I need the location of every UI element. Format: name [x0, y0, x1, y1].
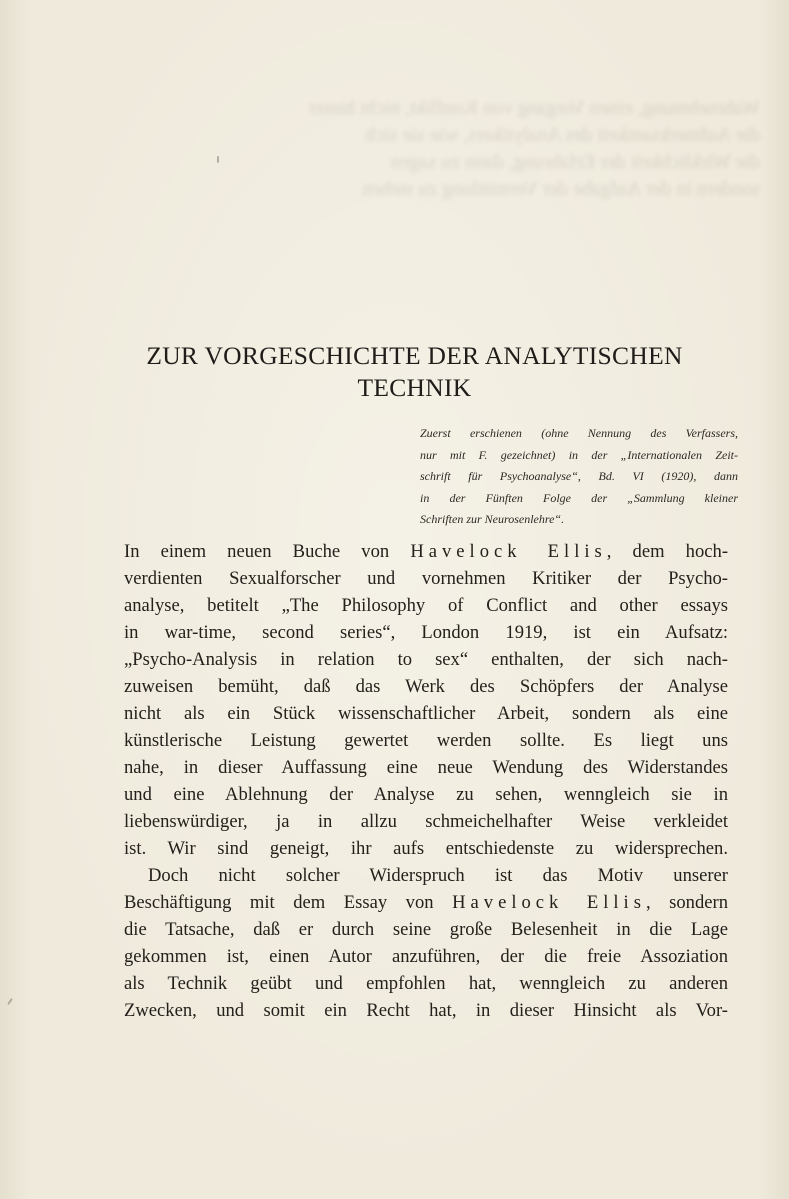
note-line: schrift für Psychoanalyse“, Bd. VI (1920), dann	[420, 469, 738, 483]
body-line: künstlerische Leistung gewertet werden sollte. Es liegt uns	[124, 730, 728, 751]
body-line: gekommen ist, einen Autor anzuführen, der die freie Assoziation	[124, 946, 728, 967]
body-line: und eine Ablehnung der Analyse zu sehen, wenngleich sie in	[124, 784, 728, 805]
note-line: Zuerst erschienen (ohne Nennung des Verfassers,	[420, 426, 738, 440]
body-line: Zwecken, und somit ein Recht hat, in dieser Hinsicht als Vor-	[124, 1000, 728, 1021]
body-line-segment: Beschäftigung mit dem Essay von	[124, 892, 453, 913]
body-line: „Psycho-Analysis in relation to sex“ enthalten, der sich nach-	[124, 649, 728, 670]
note-line: in der Fünften Folge der „Sammlung kleiner	[420, 490, 738, 505]
paper-speck	[217, 156, 219, 163]
body-line	[124, 889, 728, 916]
note-line: nur mit F. gezeichnet) in der „Internationalen Zeit-	[420, 447, 738, 462]
body-line-segment: , dem hoch-	[606, 541, 729, 562]
body-line: verdienten Sexualforscher und vornehmen Kritiker der Psycho-	[124, 568, 728, 589]
body-line: als Technik geübt und empfohlen hat, wenngleich zu anderen	[124, 973, 728, 994]
body-line: analyse, betitelt „The Philosophy of Conflict and other essays	[124, 595, 728, 616]
author-name: Havelock Ellis	[410, 541, 607, 562]
author-name: Havelock Ellis	[452, 892, 646, 913]
body-line: nahe, in dieser Auffassung eine neue Wendung des Widerstandes	[124, 757, 728, 778]
body-line: die Tatsache, daß er durch seine große Belesenheit in die Lage	[124, 919, 728, 940]
body-line: zuweisen bemüht, daß das Werk des Schöpfers der Analyse	[124, 676, 728, 697]
body-line-segment: , sondern	[645, 892, 728, 913]
body-line-segment: In einem neuen Buche von	[124, 541, 411, 562]
chapter-title-line-1: ZUR VORGESCHICHTE DER ANALYTISCHEN	[146, 341, 683, 370]
show-through-text: Wahrnehmung, einen Vorgang von Konflikt, nicht hinter die Aufmerksamkeit des Analytikers, wie sie sich die Wirklichkeit der Erfahrung, dann zu sagen sondern in der Aufgabe der Vermittlung zu stehen	[308, 97, 760, 200]
body-text	[124, 538, 728, 1024]
body-line: liebenswürdiger, ja in allzu schmeichelhafter Weise verkleidet	[124, 811, 728, 832]
body-line: ist. Wir sind geneigt, ihr aufs entschiedenste zu widersprechen.	[124, 838, 728, 859]
publication-note	[420, 423, 738, 531]
paper-speck	[7, 998, 13, 1005]
body-line: nicht als ein Stück wissenschaftlicher Arbeit, sondern als eine	[124, 703, 728, 724]
chapter-title	[90, 340, 739, 404]
note-line: Schriften zur Neurosenlehre“.	[420, 512, 565, 526]
body-line: in war-time, second series“, London 1919, ist ein Aufsatz:	[124, 622, 728, 643]
chapter-title-line-2: TECHNIK	[357, 373, 472, 402]
body-line	[124, 538, 728, 565]
body-line: Doch nicht solcher Widerspruch ist das Motiv unserer	[148, 865, 728, 886]
